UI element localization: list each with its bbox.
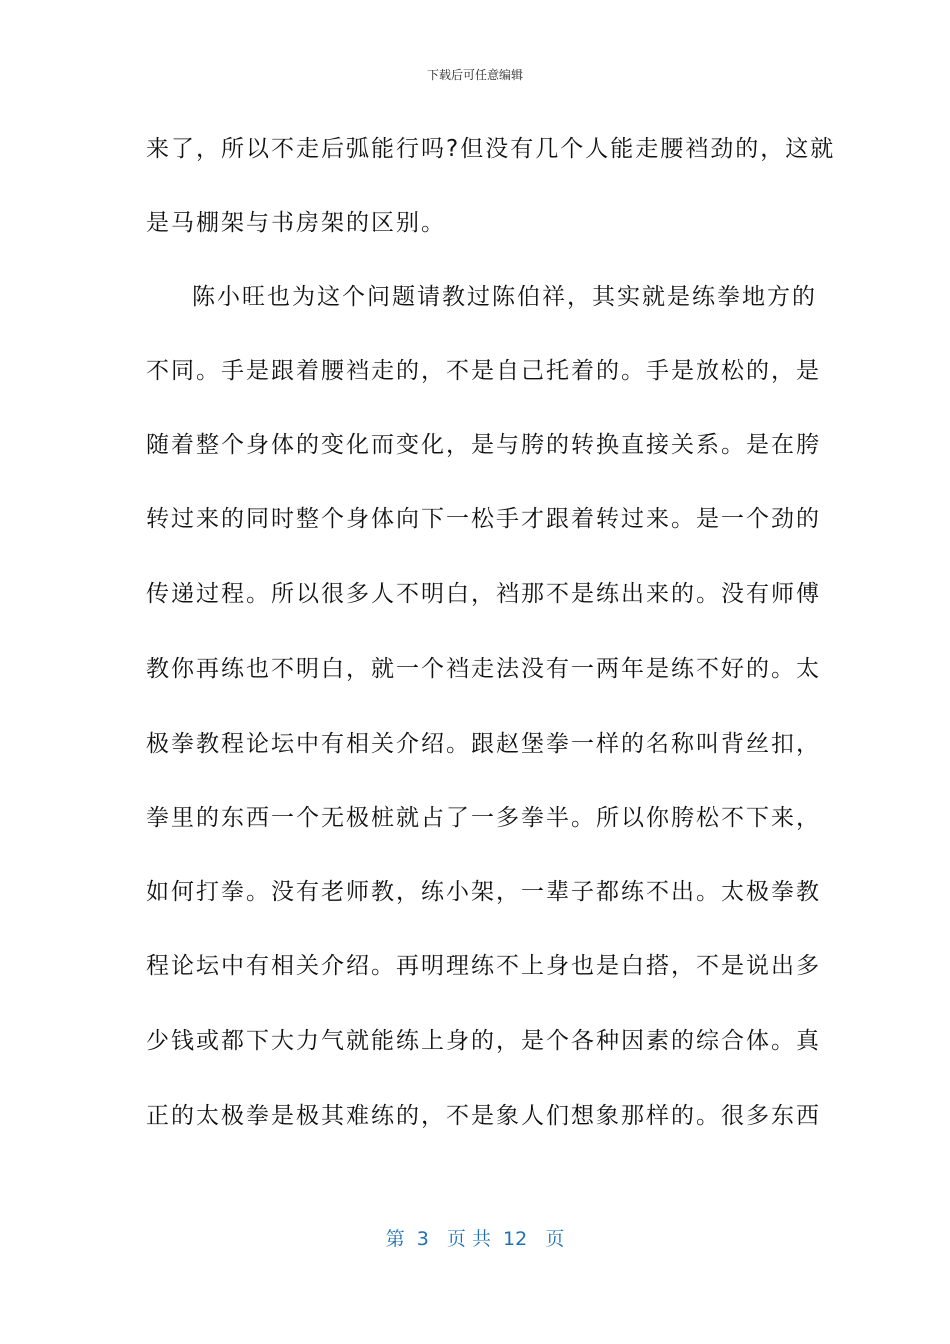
text-line-8: 教你再练也不明白，就一个裆走法没有一两年是练不好的。太 — [146, 656, 821, 682]
text-line-9: 极拳教程论坛中有相关介绍。跟赵堡拳一样的名称叫背丝扣， — [146, 731, 821, 757]
text-line-14: 正的太极拳是极其难练的，不是象人们想象那样的。很多东西 — [146, 1103, 821, 1129]
text-line-3: 陈小旺也为这个问题请教过陈伯祥，其实就是练拳地方的 — [192, 284, 817, 310]
page-header: 下载后可任意编辑 — [426, 68, 523, 82]
text-line-2: 是马棚架与书房架的区别。 — [146, 210, 446, 236]
text-line-1: 来了，所以不走后弧能行吗?但没有几个人能走腰裆劲的，这就 — [146, 136, 836, 162]
text-line-12: 程论坛中有相关介绍。再明理练不上身也是白搭，不是说出多 — [146, 953, 821, 979]
text-line-5: 随着整个身体的变化而变化，是与胯的转换直接关系。是在胯 — [146, 432, 821, 458]
text-line-11: 如何打拳。没有老师教，练小架，一辈子都练不出。太极拳教 — [146, 879, 821, 905]
text-line-6: 转过来的同时整个身体向下一松手才跟着转过来。是一个劲的 — [146, 506, 821, 532]
text-line-7: 传递过程。所以很多人不明白，裆那不是练出来的。没有师傅 — [146, 581, 821, 607]
text-line-10: 拳里的东西一个无极桩就占了一多拳半。所以你胯松不下来， — [146, 805, 821, 831]
page-number-footer: 第 3 页 共 12 页 — [385, 1228, 565, 1250]
text-line-13: 少钱或都下大力气就能练上身的，是个各种因素的综合体。真 — [146, 1028, 821, 1054]
text-line-4: 不同。手是跟着腰裆走的，不是自己托着的。手是放松的，是 — [146, 358, 821, 384]
